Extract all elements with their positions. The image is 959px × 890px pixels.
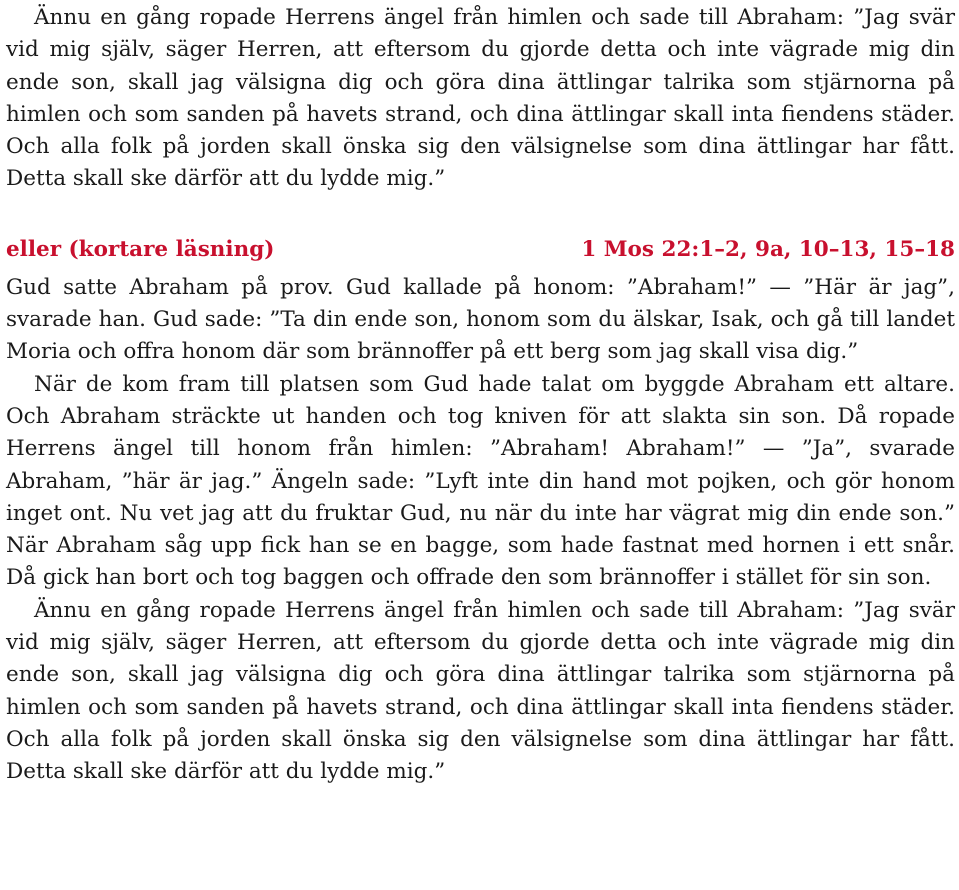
paragraph-body-3: Ännu en gång ropade Herrens ängel från himlen och sade till Abraham: ”Jag svär vid mig själv, säger Herren, att eftersom du gjorde detta och inte vägrade mig din ende son, skall jag välsigna dig och göra dina ättlingar talrika som stjärnorna på himlen och som sanden på havets strand, och dina ättlingar skall inta fiendens städer. Och alla folk på jorden skall önska sig den välsignelse som dina ättlingar har fått. Detta skall ske därför att du lydde mig.” — [6, 597, 955, 785]
scripture-reference: 1 Mos 22:1–2, 9a, 10–13, 15–18 — [581, 236, 955, 262]
paragraph-body-1: Gud satte Abraham på prov. Gud kallade på honom: ”Abraham!” — ”Här är jag”, svarade han. Gud sade: ”Ta din ende son, honom som du älskar, Isak, och gå till landet Moria och offra honom där som brännoffer på ett berg som jag skall visa dig.” — [6, 274, 955, 365]
reading-heading — [6, 234, 955, 272]
paragraph-top: Ännu en gång ropade Herrens ängel från himlen och sade till Abraham: ”Jag svär vid mig själv, säger Herren, att eftersom du gjorde detta och inte vägrade mig din ende son, skall jag välsigna dig och göra dina ättlingar talrika som stjärnorna på himlen och som sanden på havets strand, och dina ättlingar skall inta fiendens städer. Och alla folk på jorden skall önska sig den välsignelse som dina ättlingar har fått. Detta skall ske därför att du lydde mig.” — [6, 5, 955, 192]
paragraph-body-2: När de kom fram till platsen som Gud hade talat om byggde Abraham ett altare. Och Abraham sträckte ut handen och tog kniven för att slakta sin son. Då ropade Herrens ängel till honom från himlen: ”Abraham! Abraham!” — ”Ja”, svarade Abraham, ”här är jag.” Ängeln sade: ”Lyft inte din hand mot pojken, och gör honom inget ont. Nu vet jag att du fruktar Gud, nu när du inte har vägrat mig din ende son.” När Abraham såg upp fick han se en bagge, som hade fastnat med hornen i ett snår. Då gick han bort och tog baggen och offrade den som brännoffer i stället för sin son. — [6, 371, 955, 591]
alternative-reading-label: eller (kortare läsning) — [6, 236, 275, 262]
